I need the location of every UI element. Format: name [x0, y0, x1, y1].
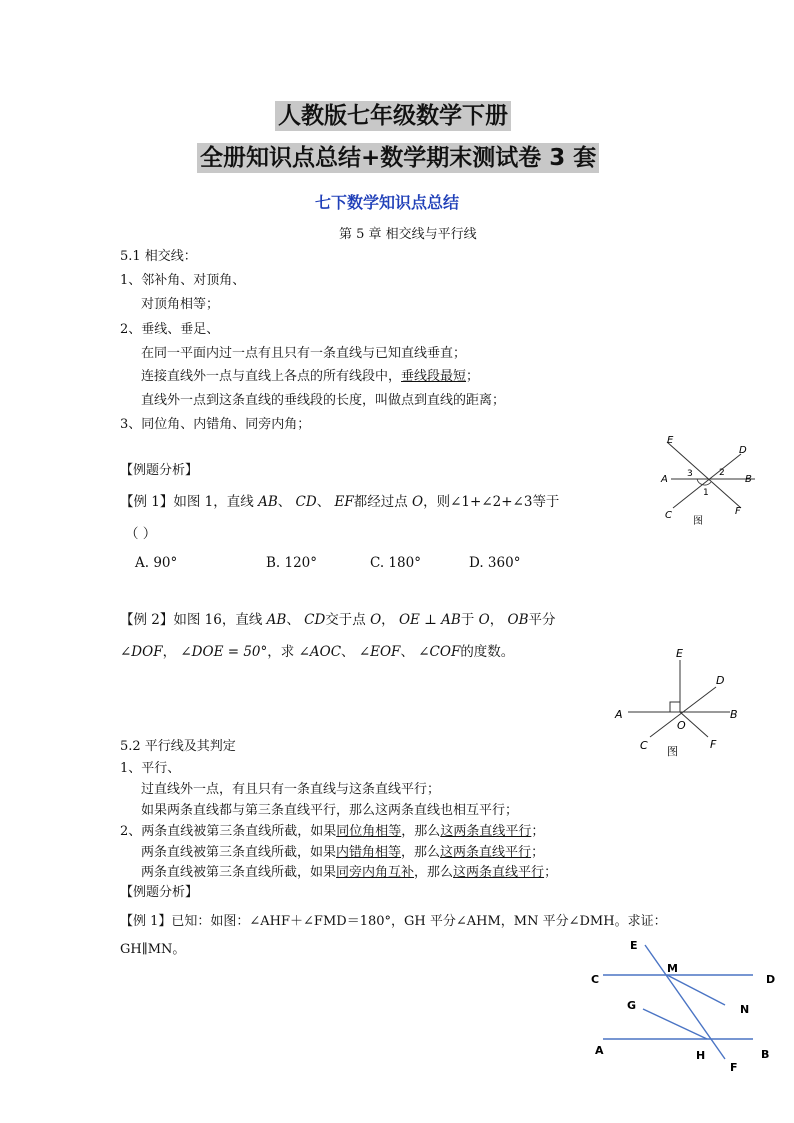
- fig3-label: B: [761, 1048, 770, 1061]
- option-b: B. 120°: [266, 555, 318, 571]
- sec52-line: 2、两条直线被第三条直线所截，如果同位角相等，那么这两条直线平行；: [120, 824, 545, 839]
- fig3-label: A: [595, 1044, 604, 1057]
- sec51-item: 对顶角相等；: [141, 297, 220, 312]
- option-d: D. 360°: [469, 555, 521, 571]
- figure-3: [585, 935, 785, 1075]
- fig2-caption: 图: [667, 745, 678, 758]
- fig3-label: C: [591, 973, 600, 986]
- chapter-heading: 第 5 章 相交线与平行线: [339, 227, 477, 242]
- sec51-item: 1、邻补角、对顶角、: [120, 273, 246, 288]
- fig1-label: C: [665, 510, 672, 521]
- sec52-line: 两条直线被第三条直线所截，如果内错角相等，那么这两条直线平行；: [141, 845, 545, 860]
- example-1-question: 【例 1】如图 1，直线 AB、 CD、 EF都经过点 O，则∠1+∠2+∠3等于: [120, 494, 560, 510]
- fig1-label: E: [667, 435, 674, 446]
- sec52-line: 如果两条直线都与第三条直线平行，那么这两条直线也相互平行；: [141, 803, 519, 818]
- fig1-label: D: [739, 445, 747, 456]
- fig3-label: E: [630, 939, 638, 952]
- fig1-label: 2: [719, 468, 725, 478]
- option-a: A. 90°: [135, 555, 178, 571]
- sec52-line: 过直线外一点，有且只有一条直线与这条直线平行；: [141, 782, 441, 797]
- fig1-label: F: [735, 506, 741, 517]
- example-3-question-line2: GH∥MN。: [120, 942, 186, 957]
- fig1-label: 1: [703, 488, 709, 498]
- fig1-label: 3: [687, 469, 693, 479]
- example-3-question: 【例 1】已知：如图：∠AHF＋∠FMD＝180°，GH 平分∠AHM，MN 平分∠DMH。求证：: [120, 914, 667, 929]
- fig3-label: N: [740, 1003, 750, 1016]
- fig3-label: H: [696, 1049, 706, 1062]
- example-heading-2: 【例题分析】: [120, 885, 199, 900]
- fig2-label: A: [615, 708, 623, 721]
- section-subtitle: 七下数学知识点总结: [315, 193, 460, 212]
- option-c: C. 180°: [370, 555, 421, 571]
- sec52-line: 1、平行、: [120, 761, 181, 776]
- doc-title-line2: 全册知识点总结+数学期末测试卷 3 套: [197, 143, 599, 173]
- fig2-label: B: [730, 708, 738, 721]
- fig3-label: F: [730, 1061, 738, 1074]
- fig3-label: M: [667, 962, 678, 975]
- sec51-item: 在同一平面内过一点有且只有一条直线与已知直线垂直；: [141, 346, 467, 361]
- fig3-label: D: [766, 973, 776, 986]
- fig2-label: C: [640, 739, 648, 752]
- answer-paren: （ ）: [125, 526, 157, 542]
- fig1-label: B: [745, 474, 752, 485]
- figure-1: [655, 432, 765, 532]
- fig1-label: A: [661, 474, 668, 485]
- fig3-label: G: [627, 999, 637, 1012]
- sec51-item: 3、同位角、内错角、同旁内角；: [120, 417, 311, 432]
- sec51-item: 连接直线外一点与直线上各点的所有线段中，垂线段最短；: [141, 369, 480, 384]
- fig2-label: D: [716, 674, 725, 687]
- example-2-question-line1: 【例 2】如图 16，直线 AB、 CD交于点 O， OE ⊥ AB于 O， OB平分: [120, 612, 556, 628]
- fig2-label: E: [676, 647, 683, 660]
- sec52-line: 两条直线被第三条直线所截，如果同旁内角互补，那么这两条直线平行；: [141, 865, 558, 880]
- example-heading: 【例题分析】: [120, 463, 199, 478]
- example-2-question-line2: ∠DOF， ∠DOE = 50°，求 ∠AOC、 ∠EOF、 ∠COF的度数。: [120, 644, 515, 660]
- sec52-heading: 5.2 平行线及其判定: [120, 739, 236, 754]
- figure-2: [610, 642, 750, 762]
- sec51-heading: 5.1 相交线：: [120, 249, 197, 264]
- sec51-item: 直线外一点到这条直线的垂线段的长度，叫做点到直线的距离；: [141, 393, 506, 408]
- fig2-label: F: [710, 738, 717, 751]
- doc-title-line1: 人教版七年级数学下册: [275, 101, 511, 131]
- fig1-caption: 图: [693, 516, 703, 527]
- sec51-item: 2、垂线、垂足、: [120, 322, 220, 337]
- fig2-label: O: [677, 719, 686, 732]
